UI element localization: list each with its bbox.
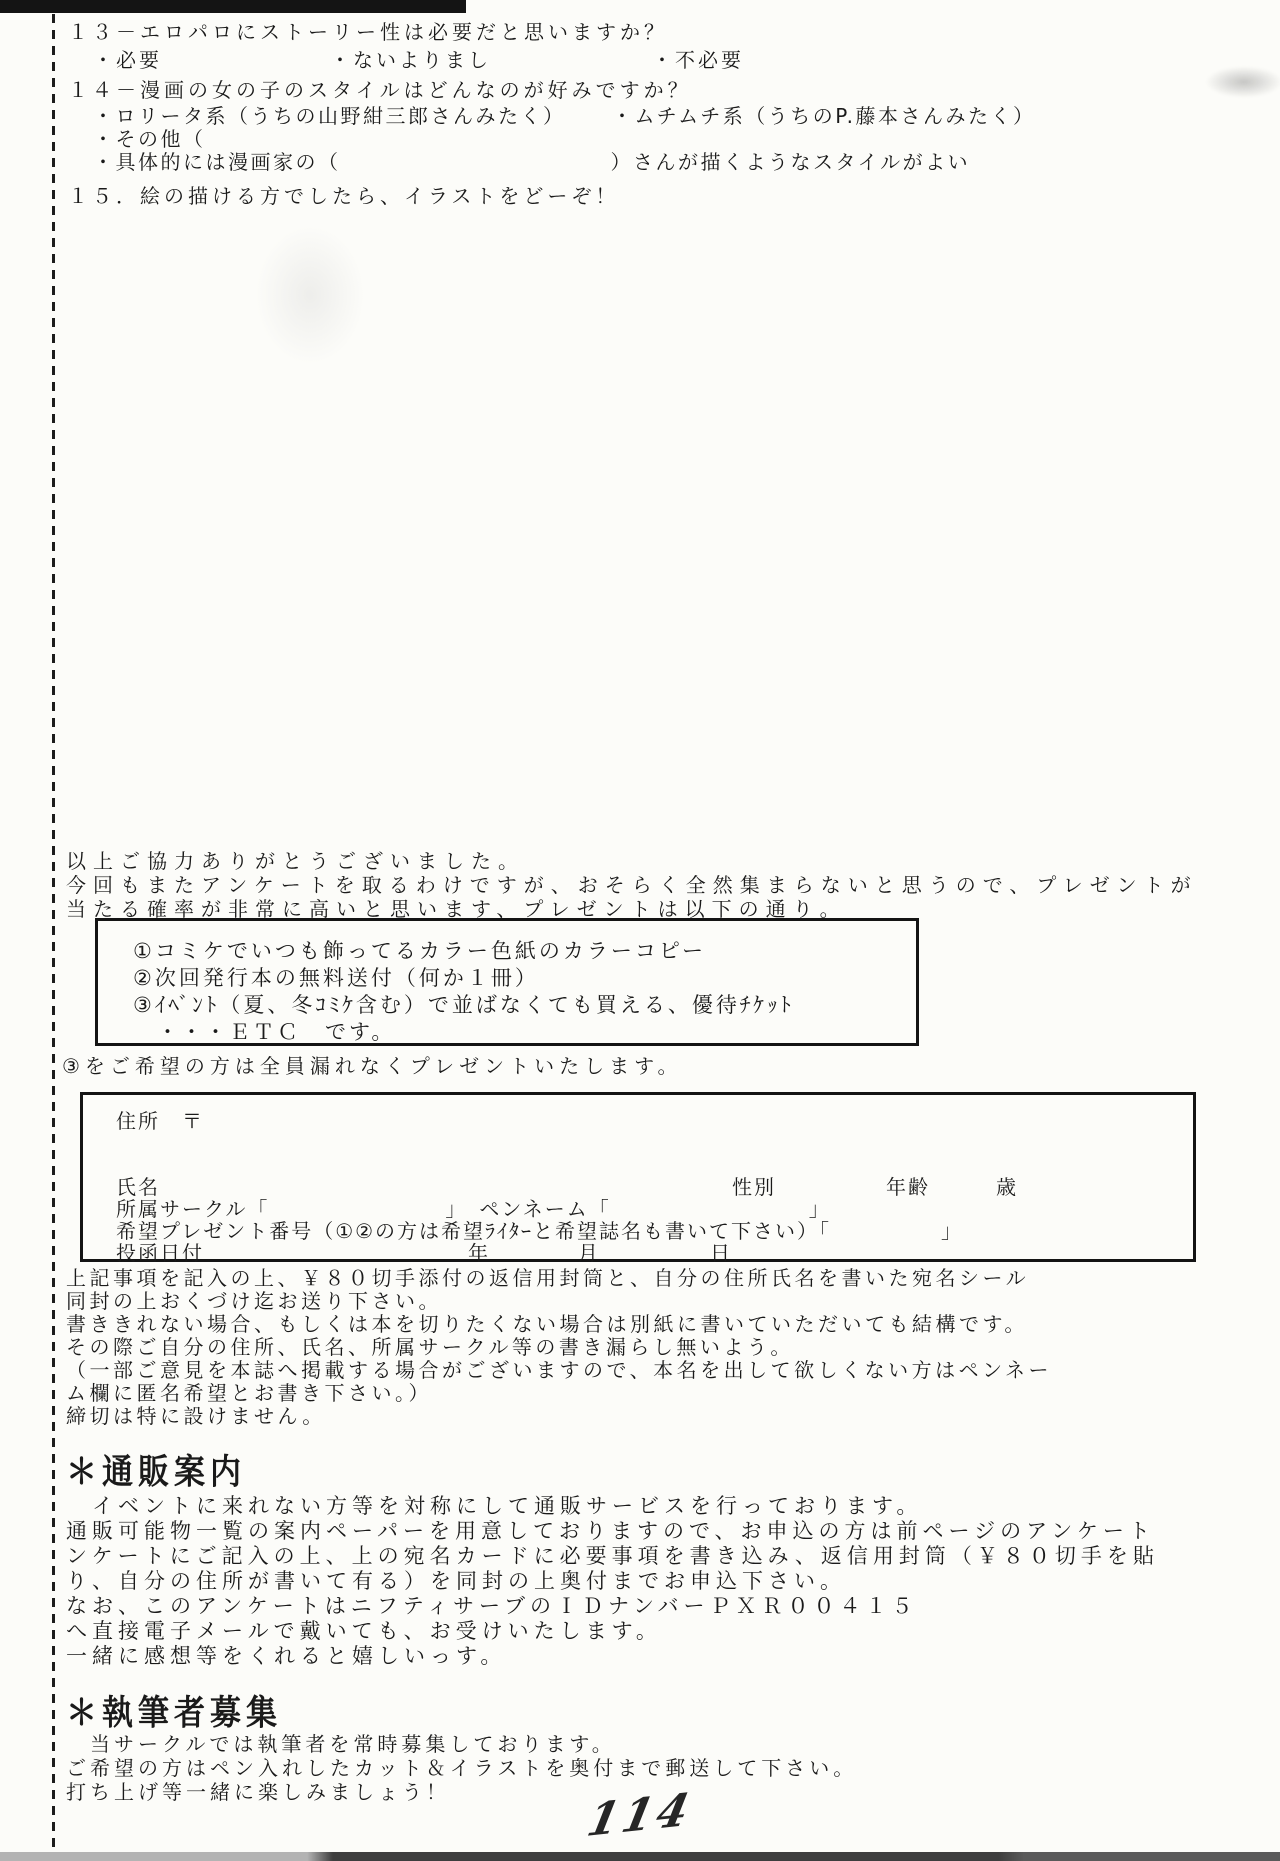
question-14-title: １４－漫画の女の子のスタイルはどんなのが好みですか？ — [68, 78, 692, 102]
entry-form-rows — [116, 1105, 1018, 1265]
text-line: 書ききれない場合、もしくは本を切りたくない場合は別紙に書いていただいても結構です。 — [66, 1312, 1028, 1336]
text-line: へ直接電子メールで戴いても、お受けいたします。 — [66, 1619, 662, 1643]
question-13-option-necessary: ・必要 — [93, 48, 162, 72]
text-line: ム欄に匿名希望とお書き下さい。） — [66, 1381, 432, 1405]
question-13-option-unnecessary: ・不必要 — [652, 48, 744, 72]
scan-edge-bar-bottom — [0, 1852, 1280, 1861]
scan-edge-bar-top — [0, 0, 466, 13]
text-line: なお、このアンケートはニフティサーブのＩＤナンバーＰＸＲ００４１５ — [66, 1594, 918, 1618]
text-line: 当サークルでは執筆者を常時募集しております。 — [66, 1732, 616, 1756]
form-row: 氏名 性別 年齢 歳 — [116, 1175, 1018, 1199]
text-line: 打ち上げ等一緒に楽しみましょう！ — [66, 1780, 450, 1804]
mail-order-paragraph — [66, 1490, 1159, 1668]
prize-item: ③ｲﾍﾞﾝﾄ（夏、冬ｺﾐｹ含む）で並ばなくても買える、優待ﾁｹｯﾄ — [133, 993, 794, 1017]
form-row: 希望プレゼント番号（①②の方は希望ﾗｲﾀｰと希望誌名も書いて下さい）「 」 — [116, 1219, 964, 1243]
dotted-cut-line — [52, 14, 55, 1852]
mail-order-heading: ＊通販案内 — [66, 1451, 246, 1493]
closing-paragraph — [66, 845, 1198, 921]
question-13-title: １３－エロパロにストーリー性は必要だと思いますか？ — [68, 20, 668, 44]
entry-form-box — [80, 1092, 1196, 1265]
form-row: 投函日付 年 月 日 — [116, 1241, 732, 1265]
question-14-option-other: ・その他（ — [93, 127, 206, 151]
text-line: 当たる確率が非常に高いと思います、プレゼントは以下の通り。 — [66, 897, 847, 921]
prize-list — [133, 935, 794, 1043]
text-line: り、自分の住所が書いて有る）を同封の上奥付までお申込下さい。 — [66, 1569, 846, 1593]
form-row — [116, 1149, 1018, 1171]
text-line: ンケートにご記入の上、上の宛名カードに必要事項を書き込み、返信用封筒（￥８０切手を貼 — [66, 1544, 1159, 1568]
form-row — [116, 1127, 1018, 1149]
question-14-option-specific-artist: ・具体的には漫画家の（ ）さんが描くようなスタイルがよい — [93, 150, 971, 174]
recruit-heading: ＊執筆者募集 — [66, 1692, 282, 1734]
prize-note: ③をご希望の方は全員漏れなくプレゼントいたします。 — [62, 1054, 683, 1078]
text-line: 今回もまたアンケートを取るわけですが、おそらく全然集まらないと思うので、プレゼントが — [66, 873, 1198, 897]
text-line: 以上ご協力ありがとうございました。 — [66, 849, 525, 873]
question-14-option-muchimuchi: ・ムチムチ系（うちのP.藤本さんみたく） — [612, 104, 1036, 128]
text-line: イベントに来れない方等を対称にして通販サービスを行っております。 — [66, 1494, 923, 1518]
text-line: 同封の上おくづけ迄お送り下さい。 — [66, 1289, 442, 1313]
mailing-instructions — [66, 1262, 1052, 1428]
scan-smudge-faint — [255, 225, 365, 365]
question-15-title: １５．絵の描ける方でしたら、イラストをどーぞ！ — [68, 184, 620, 208]
prize-item: ①コミケでいつも飾ってるカラー色紙のカラーコピー — [133, 939, 706, 963]
handwritten-page-number: 114 — [582, 1783, 698, 1848]
form-row: 住所 〒 — [116, 1109, 204, 1133]
text-line: 締切は特に設けません。 — [66, 1404, 326, 1428]
text-line: その際ご自分の住所、氏名、所属サークル等の書き漏らし無いよう。 — [66, 1335, 794, 1359]
text-line: 通販可能物一覧の案内ペーパーを用意しておりますので、お申込の方は前ページのアンケート — [66, 1519, 1155, 1543]
form-row: 所属サークル「 」 ペンネーム「 」 — [116, 1197, 831, 1221]
text-line: （一部ご意見を本誌へ掲載する場合がございますので、本名を出して欲しくない方はペンネー — [66, 1358, 1052, 1382]
text-line: 上記事項を記入の上、￥８０切手添付の返信用封筒と、自分の住所氏名を書いた宛名シール — [66, 1266, 1030, 1290]
text-line: 一緒に感想等をくれると嬉しいっす。 — [66, 1644, 507, 1668]
scan-smudge — [1205, 66, 1280, 98]
prize-item: ②次回発行本の無料送付（何か１冊） — [133, 966, 539, 990]
question-14-option-lolita: ・ロリータ系（うちの山野紺三郎さんみたく） — [93, 104, 566, 128]
recruit-paragraph — [66, 1728, 858, 1804]
question-13-option-better-than-nothing: ・ないよりまし — [330, 48, 491, 72]
text-line: ご希望の方はペン入れしたカット＆イラストを奥付まで郵送して下さい。 — [66, 1756, 858, 1780]
prize-list-box — [95, 918, 919, 1046]
prize-item: ・・・ＥＴＣ です。 — [133, 1020, 396, 1044]
